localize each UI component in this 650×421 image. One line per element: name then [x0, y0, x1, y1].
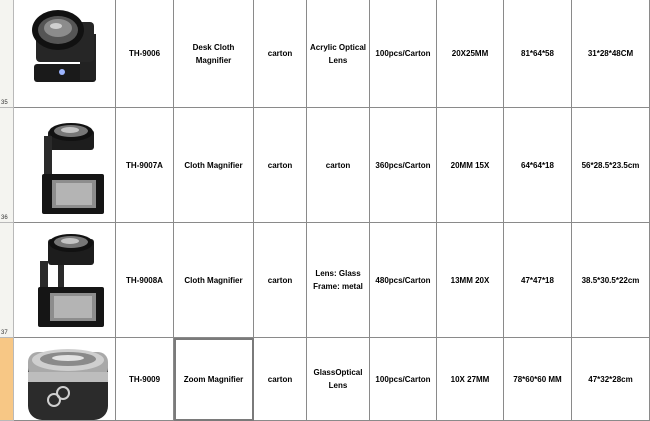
spec-cell[interactable]: 20X25MM — [437, 0, 504, 108]
model-cell[interactable]: TH-9007A — [116, 108, 174, 223]
size-cell[interactable]: 47*47*18 — [504, 223, 572, 338]
cloth-magnifier-photo — [14, 108, 115, 222]
spec-cell[interactable]: 13MM 20X — [437, 223, 504, 338]
row-header-selected[interactable] — [0, 338, 14, 421]
desk-cloth-magnifier-photo — [14, 0, 115, 107]
row-number: 37 — [1, 330, 8, 336]
size-cell[interactable]: 78*60*60 MM — [504, 338, 572, 421]
size-cell[interactable]: 81*64*58 — [504, 0, 572, 108]
model-cell[interactable]: TH-9008A — [116, 223, 174, 338]
packing-cell[interactable]: carton — [254, 338, 307, 421]
material-cell[interactable]: Acrylic Optical Lens — [307, 0, 370, 108]
carton-size-cell[interactable]: 47*32*28cm — [572, 338, 650, 421]
carton-size-cell[interactable]: 56*28.5*23.5cm — [572, 108, 650, 223]
row-number: 36 — [1, 215, 8, 221]
quantity-cell[interactable]: 360pcs/Carton — [370, 108, 437, 223]
model-cell[interactable]: TH-9006 — [116, 0, 174, 108]
product-image-cell[interactable] — [14, 223, 116, 338]
cloth-magnifier-photo — [14, 223, 115, 337]
product-name-cell-selected[interactable]: Zoom Magnifier — [174, 338, 254, 421]
quantity-cell[interactable]: 480pcs/Carton — [370, 223, 437, 338]
product-image-cell[interactable] — [14, 108, 116, 223]
carton-size-cell[interactable]: 31*28*48CM — [572, 0, 650, 108]
product-image-cell[interactable] — [14, 0, 116, 108]
size-cell[interactable]: 64*64*18 — [504, 108, 572, 223]
spec-cell[interactable]: 20MM 15X — [437, 108, 504, 223]
zoom-magnifier-photo — [14, 338, 115, 421]
product-name-cell[interactable]: Cloth Magnifier — [174, 223, 254, 338]
spec-cell[interactable]: 10X 27MM — [437, 338, 504, 421]
model-cell[interactable]: TH-9009 — [116, 338, 174, 421]
quantity-cell[interactable]: 100pcs/Carton — [370, 338, 437, 421]
material-cell[interactable]: carton — [307, 108, 370, 223]
quantity-cell[interactable]: 100pcs/Carton — [370, 0, 437, 108]
packing-cell[interactable]: carton — [254, 223, 307, 338]
row-header-37[interactable] — [0, 223, 14, 338]
material-cell[interactable]: GlassOptical Lens — [307, 338, 370, 421]
row-header-35[interactable] — [0, 0, 14, 108]
product-name-cell[interactable]: Cloth Magnifier — [174, 108, 254, 223]
packing-cell[interactable]: carton — [254, 108, 307, 223]
material-cell[interactable]: Lens: Glass Frame: metal — [307, 223, 370, 338]
row-number: 35 — [1, 100, 8, 106]
carton-size-cell[interactable]: 38.5*30.5*22cm — [572, 223, 650, 338]
row-header-36[interactable] — [0, 108, 14, 223]
packing-cell[interactable]: carton — [254, 0, 307, 108]
product-name-cell[interactable]: Desk Cloth Magnifier — [174, 0, 254, 108]
product-image-cell[interactable] — [14, 338, 116, 421]
